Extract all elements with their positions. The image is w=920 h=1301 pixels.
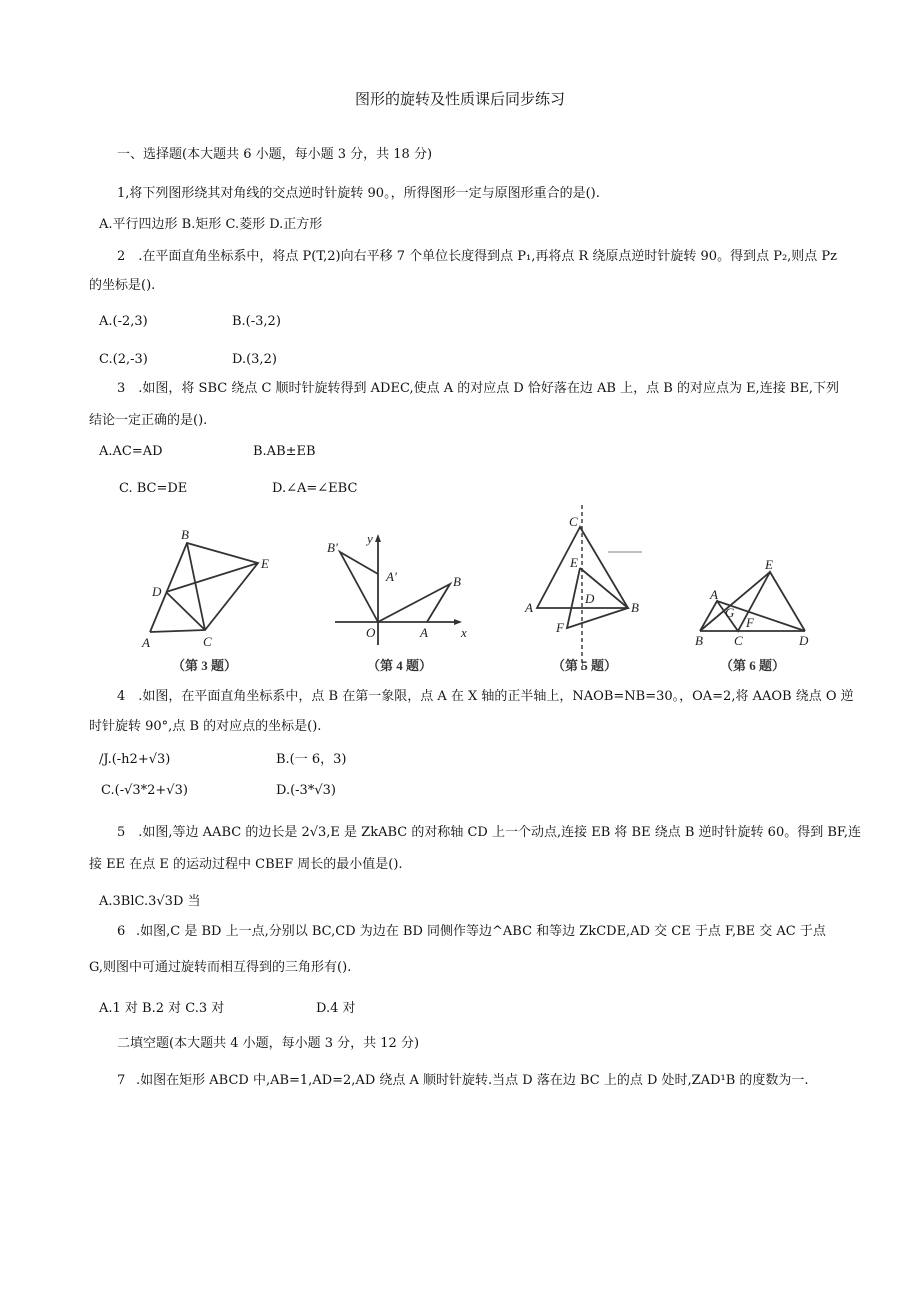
question-2-option-a: A.(-2,3) bbox=[99, 314, 148, 329]
section-heading-choice: 一、选择题(本大题共 6 小题，每小题 3 分，共 18 分) bbox=[117, 147, 433, 162]
question-3-option-c: C. BC=DE bbox=[119, 481, 188, 496]
question-2-line1: 2 .在平面直角坐标系中，将点 P(T,2)向右平移 7 个单位长度得到点 P₁,再将点 R 绕原点逆时针旋转 90。得到点 P₂,则点 Pz bbox=[117, 249, 838, 264]
question-1-options: A.平行四边形 B.矩形 C.菱形 D.正方形 bbox=[99, 217, 323, 232]
question-2-option-d: D.(3,2) bbox=[232, 352, 277, 367]
fig3-caption: （第 3 题） bbox=[172, 658, 238, 673]
fig5-label-f: F bbox=[556, 620, 564, 635]
question-6-number: 6 bbox=[117, 924, 126, 939]
question-6-line2: G,则图中可通过旋转而相互得到的三角形有(). bbox=[89, 960, 352, 975]
question-4-option-d: D.(-3*√3) bbox=[276, 783, 336, 798]
question-3-option-d: D.∠A=∠EBC bbox=[272, 481, 358, 496]
fig6-label-a: A bbox=[710, 587, 718, 602]
question-3-line1: 3 .如图，将 SBC 绕点 C 顺时针旋转得到 ADEC,使点 A 的对应点 D 恰好落在边 AB 上，点 B 的对应点为 E,连接 BE,下列 bbox=[117, 381, 840, 396]
fig3-label-a: A bbox=[142, 635, 150, 650]
fig4-label-a-prime: A' bbox=[386, 569, 397, 584]
question-5-line2: 接 EE 在点 E 的运动过程中 CBEF 周长的最小值是(). bbox=[89, 857, 403, 872]
figure-3 bbox=[141, 527, 269, 673]
question-5-options: A.3BlC.3√3D 当 bbox=[99, 894, 201, 909]
fig4-caption: （第 4 题） bbox=[367, 658, 433, 673]
question-2-line2: 的坐标是(). bbox=[89, 278, 156, 293]
question-4-line2: 时针旋转 90°,点 B 的对应点的坐标是(). bbox=[89, 719, 322, 734]
fig6-caption: （第 6 题） bbox=[720, 658, 786, 673]
fig4-label-a: A bbox=[420, 625, 428, 640]
fig5-label-d: D bbox=[585, 591, 595, 606]
fig3-label-d: D bbox=[152, 584, 162, 599]
section-heading-fill: 二填空题(本大题共 4 小题，每小题 3 分，共 12 分) bbox=[117, 1036, 420, 1051]
fig4-label-b-prime: B' bbox=[327, 540, 338, 555]
question-7-number: 7 bbox=[117, 1073, 126, 1088]
fig3-label-b: B bbox=[181, 527, 189, 542]
question-6-option-d: D.4 对 bbox=[316, 1001, 356, 1016]
fig5-label-b: B bbox=[631, 600, 639, 615]
fig6-label-b: B bbox=[695, 633, 703, 648]
page-title: 图形的旋转及性质课后同步练习 bbox=[354, 90, 565, 108]
fig3-label-c: C bbox=[203, 634, 212, 649]
fig5-label-c: C bbox=[569, 514, 578, 529]
question-1-text: 1,将下列图形绕其对角线的交点逆时针旋转 90。，所得图形一定与原图形重合的是(). bbox=[117, 186, 600, 201]
fig6-label-d: D bbox=[799, 633, 809, 648]
figure-5 bbox=[524, 505, 642, 673]
question-6-line1: .如图,C 是 BD 上一点,分别以 BC,CD 为边在 BD 同侧作等边^ABC 和等边 ZkCDE,AD 交 CE 于点 F,BE 交 AC 于点 bbox=[136, 924, 826, 939]
question-2-option-c: C.(2,-3) bbox=[99, 352, 148, 367]
question-4-option-b: B.(一 6，3) bbox=[276, 752, 347, 767]
figure-4 bbox=[327, 531, 467, 673]
figure-6 bbox=[695, 557, 809, 673]
fig6-label-e: E bbox=[765, 557, 773, 572]
fig4-label-b: B bbox=[453, 574, 461, 589]
question-3-option-b: B.AB±EB bbox=[253, 444, 316, 459]
question-3-line2: 结论一定正确的是(). bbox=[89, 413, 208, 428]
question-6-options-abc: A.1 对 B.2 对 C.3 对 bbox=[99, 1001, 225, 1016]
question-4-option-c: C.(-√3*2+√3) bbox=[101, 783, 188, 798]
question-4-line1: 4 .如图，在平面直角坐标系中，点 B 在第一象限，点 A 在 X 轴的正半轴上，NAOB=NB=30。，OA=2,将 AAOB 绕点 O 逆 bbox=[117, 689, 854, 704]
fig6-label-g: G bbox=[725, 605, 735, 620]
fig5-caption: （第 5 题） bbox=[552, 658, 618, 673]
question-3-option-a: A.AC=AD bbox=[99, 444, 163, 459]
fig4-label-y: y bbox=[367, 531, 373, 546]
fig4-label-o: O bbox=[366, 625, 376, 640]
fig5-label-a: A bbox=[525, 600, 533, 615]
fig4-label-x: x bbox=[461, 625, 467, 640]
fig5-label-e: E bbox=[570, 555, 578, 570]
question-2-option-b: B.(-3,2) bbox=[232, 314, 281, 329]
question-7-text: .如图在矩形 ABCD 中,AB=1,AD=2,AD 绕点 A 顺时针旋转.当点 D 落在边 BC 上的点 D 处时,ZAD¹B 的度数为一. bbox=[136, 1073, 809, 1088]
question-4-option-a: /J.(-h2+√3) bbox=[99, 752, 171, 767]
fig3-label-e: E bbox=[261, 556, 269, 571]
fig6-label-c: C bbox=[734, 633, 743, 648]
fig6-label-f: F bbox=[746, 615, 754, 630]
question-5-line1: 5 .如图,等边 AABC 的边长是 2√3,E 是 ZkABC 的对称轴 CD 上一个动点,连接 EB 将 BE 绕点 B 逆时针旋转 60。得到 BF,连 bbox=[117, 825, 862, 840]
